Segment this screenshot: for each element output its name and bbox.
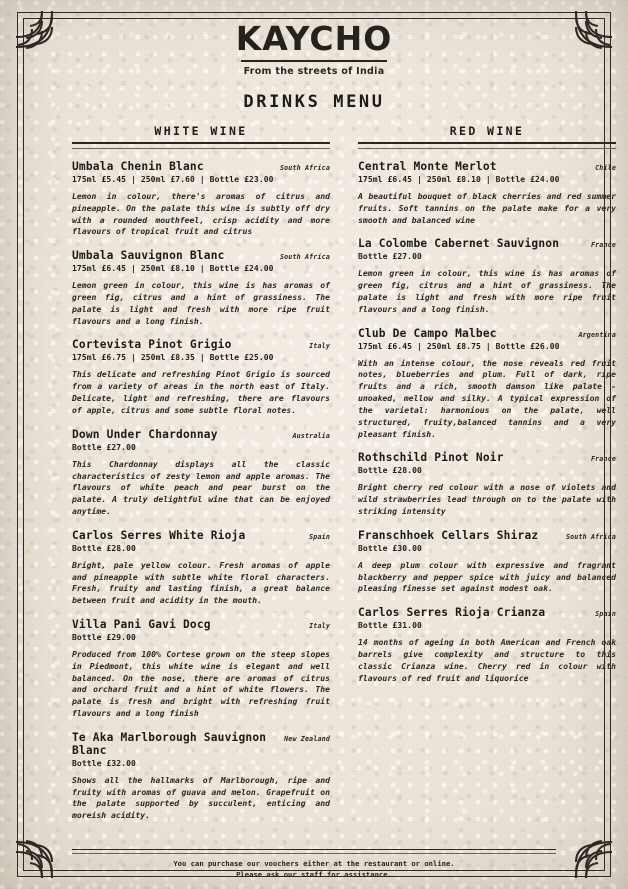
menu-item-name: Cortevista Pinot Grigio	[72, 338, 232, 352]
menu-item-description: Lemon in colour, there's aromas of citrus and pineapple. On the palate this wine is subtly off dry with a rounded mouthfeel, crisp acidity and more flavours of tropical fruit and citrus	[72, 190, 330, 237]
menu-item-heading	[72, 338, 330, 351]
menu-item-origin: South Africa	[279, 253, 330, 262]
menu-item-price: Bottle £31.00	[358, 621, 422, 631]
menu-item[interactable]	[72, 529, 330, 607]
section-rule-red-wine	[358, 142, 616, 149]
menu-item[interactable]	[72, 338, 330, 416]
menu-item[interactable]	[72, 249, 330, 327]
menu-item-description: This Chardonnay displays all the classic characteristics of zesty lemon and apple aromas. The flavours of white peach and pear burst on the palate. A truly delightful wine that can be enjoyed anytime.	[72, 458, 330, 516]
menu-item-heading	[358, 327, 616, 340]
footer-note	[0, 858, 628, 880]
menu-item-name: Carlos Serres Rioja Crianza	[358, 606, 546, 620]
menu-item-description: Lemon green in colour, this wine is has aromas of green fig, citrus and a hint of grassiness. The palate is light and fresh with more ripe fruit flavours and a long finish.	[358, 268, 616, 314]
menu-item-description: A beautiful bouquet of black cherries and red summer fruits. Soft tannins on the palate make for a very smooth and balanced wine	[358, 190, 616, 225]
menu-item-origin: Australia	[292, 431, 330, 440]
brand-name: KAYCHO	[235, 19, 393, 58]
menu-item-price: Bottle £27.00	[72, 442, 136, 452]
menu-item-description: Bright cherry red colour with a nose of violets and wild strawberries lead through on to the palate with striking intensity	[358, 482, 616, 516]
menu-item-origin: South Africa	[565, 532, 616, 541]
footer-line-1: You can purchase our vouchers either at the restaurant or online.	[173, 859, 455, 868]
menu-item-name: Villa Pani Gavi Docg	[72, 617, 211, 631]
menu-item-heading	[358, 529, 616, 542]
menu-item-description: Bright, pale yellow colour. Fresh aromas of apple and pineapple with subtle white floral characters. Fresh, fruity and lasting finish, a great balance between fruit and acidity in the mouth.	[72, 559, 330, 606]
menu-item-name: Umbala Chenin Blanc	[72, 160, 204, 173]
menu-item-name: Rothschild Pinot Noir	[358, 451, 504, 465]
menu-item-description: 14 months of ageing in both American and French oak barrels give complexity and structure to this classic Crianza wine. Cherry red in colour with flavours of red fruit and liquorice	[358, 637, 616, 683]
menu-item-origin: Spain	[595, 610, 616, 619]
menu-item-name: Franschhoek Cellars Shiraz	[358, 528, 539, 542]
section-heading-white-wine: WHITE WINE	[154, 124, 248, 138]
menu-item-origin: Spain	[309, 532, 330, 541]
menu-item-origin: Chile	[595, 164, 616, 172]
menu-item-heading	[72, 160, 330, 173]
menu-item-price: Bottle £32.00	[72, 758, 136, 768]
menu-item-origin: France	[590, 241, 616, 250]
menu-item[interactable]	[72, 428, 330, 518]
menu-item[interactable]	[72, 731, 330, 822]
menu-item-description: Lemon green in colour, this wine is has aromas of green fig, citrus and a hint of grassiness. The palate is light and fresh with more ripe fruit flavours and a long finish.	[72, 280, 330, 326]
menu-item-name: Te Aka Marlborough Sauvignon Blanc	[72, 730, 267, 757]
footer-line-2: Please ask our staff for assistance.	[236, 870, 392, 880]
menu-item-price: Bottle £27.00	[358, 252, 422, 262]
menu-item-description: With an intense colour, the nose reveals red fruit notes, blueberries and plum. Full of dark, ripe fruits and a rich, smooth damson like palate - unoaked, mellow and silky. A typical expression of the varietal: harmonious on the palate, well structured, fruity,balanced tannins and a very pleasant finish.	[358, 357, 616, 439]
menu-item-name: Club De Campo Malbec	[358, 326, 497, 340]
menu-item[interactable]	[72, 618, 330, 720]
menu-columns	[0, 124, 628, 833]
menu-item-heading	[358, 160, 616, 173]
section-heading-red-wine: RED WINE	[449, 124, 525, 138]
menu-item-description: A deep plum colour with expressive and fragrant blackberry and pepper spice with juicy and balanced pleasing finesse set against modest oak.	[358, 559, 616, 594]
menu-item-heading	[72, 249, 330, 262]
menu-item-heading	[358, 606, 616, 619]
menu-item[interactable]	[72, 160, 330, 238]
menu-item-heading	[358, 451, 616, 464]
menu-item-name: La Colombe Cabernet Sauvignon	[358, 237, 560, 251]
menu-item-name: Down Under Chardonnay	[72, 427, 218, 441]
menu-item-origin: Italy	[309, 621, 330, 630]
menu-item-price: Bottle £28.00	[72, 543, 136, 553]
menu-item-price: 175ml £6.45 | 250ml £8.10 | Bottle £24.00	[72, 264, 274, 274]
menu-item[interactable]	[358, 237, 616, 315]
menu-item-heading	[358, 237, 616, 250]
menu-item-origin: South Africa	[279, 164, 330, 172]
menu-item-origin: Argentina	[578, 330, 616, 339]
page-title: DRINKS MENU	[243, 92, 385, 112]
menu-item[interactable]	[358, 160, 616, 226]
menu-item[interactable]	[358, 451, 616, 517]
section-white-wine	[72, 124, 330, 833]
menu-item-description: Shows all the hallmarks of Marlborough, ripe and fruity with aromas of guava and melon. Grapefruit on the palate supported by succulent, enticing and moreish acidity.	[72, 774, 330, 821]
section-rule-white-wine	[72, 142, 330, 149]
menu-item-price: 175ml £5.45 | 250ml £7.60 | Bottle £23.00	[72, 174, 274, 184]
menu-item-heading	[72, 731, 330, 757]
menu-item-heading	[72, 529, 330, 542]
menu-item-price: Bottle £29.00	[72, 632, 136, 642]
menu-item-price: Bottle £28.00	[358, 466, 422, 476]
menu-item-name: Carlos Serres White Rioja	[72, 528, 246, 542]
menu-item-price: 175ml £6.45 | 250ml £8.10 | Bottle £24.00	[358, 174, 560, 184]
menu-item-name: Central Monte Merlot	[358, 160, 497, 173]
brand-tagline: From the streets of India	[243, 66, 385, 77]
menu-item-price: 175ml £6.45 | 250ml £8.75 | Bottle £26.00	[358, 341, 560, 351]
section-red-wine	[358, 124, 616, 833]
menu-item-description: Produced from 100% Cortese grown on the steep slopes in Piedmont, this white wine is elegant and well balanced. On the nose, there are aromas of citrus and orchard fruit and a hint of white flowers. The palate is fresh and bright with refreshing fruit flavours and a long finish	[72, 648, 330, 719]
menu-item-origin: New Zealand	[284, 734, 330, 743]
menu-item-origin: France	[590, 455, 616, 464]
menu-item-description: This delicate and refreshing Pinot Grigio is sourced from a variety of areas in the north east of Italy. Delicate, light and refreshing, there are flavours of apple, citrus and some subtle floral notes.	[72, 369, 330, 415]
menu-item-name: Umbala Sauvignon Blanc	[72, 249, 225, 263]
menu-item-price: 175ml £6.75 | 250ml £8.35 | Bottle £25.00	[72, 353, 274, 363]
menu-item[interactable]	[358, 327, 616, 441]
menu-item[interactable]	[358, 529, 616, 595]
brand-divider	[241, 60, 387, 62]
menu-item-heading	[72, 618, 330, 631]
footer-divider	[72, 849, 556, 854]
brand-header	[0, 19, 628, 77]
menu-item-heading	[72, 428, 330, 441]
menu-item[interactable]	[358, 606, 616, 684]
menu-item-price: Bottle £30.00	[358, 543, 422, 553]
menu-item-origin: Italy	[309, 342, 330, 351]
